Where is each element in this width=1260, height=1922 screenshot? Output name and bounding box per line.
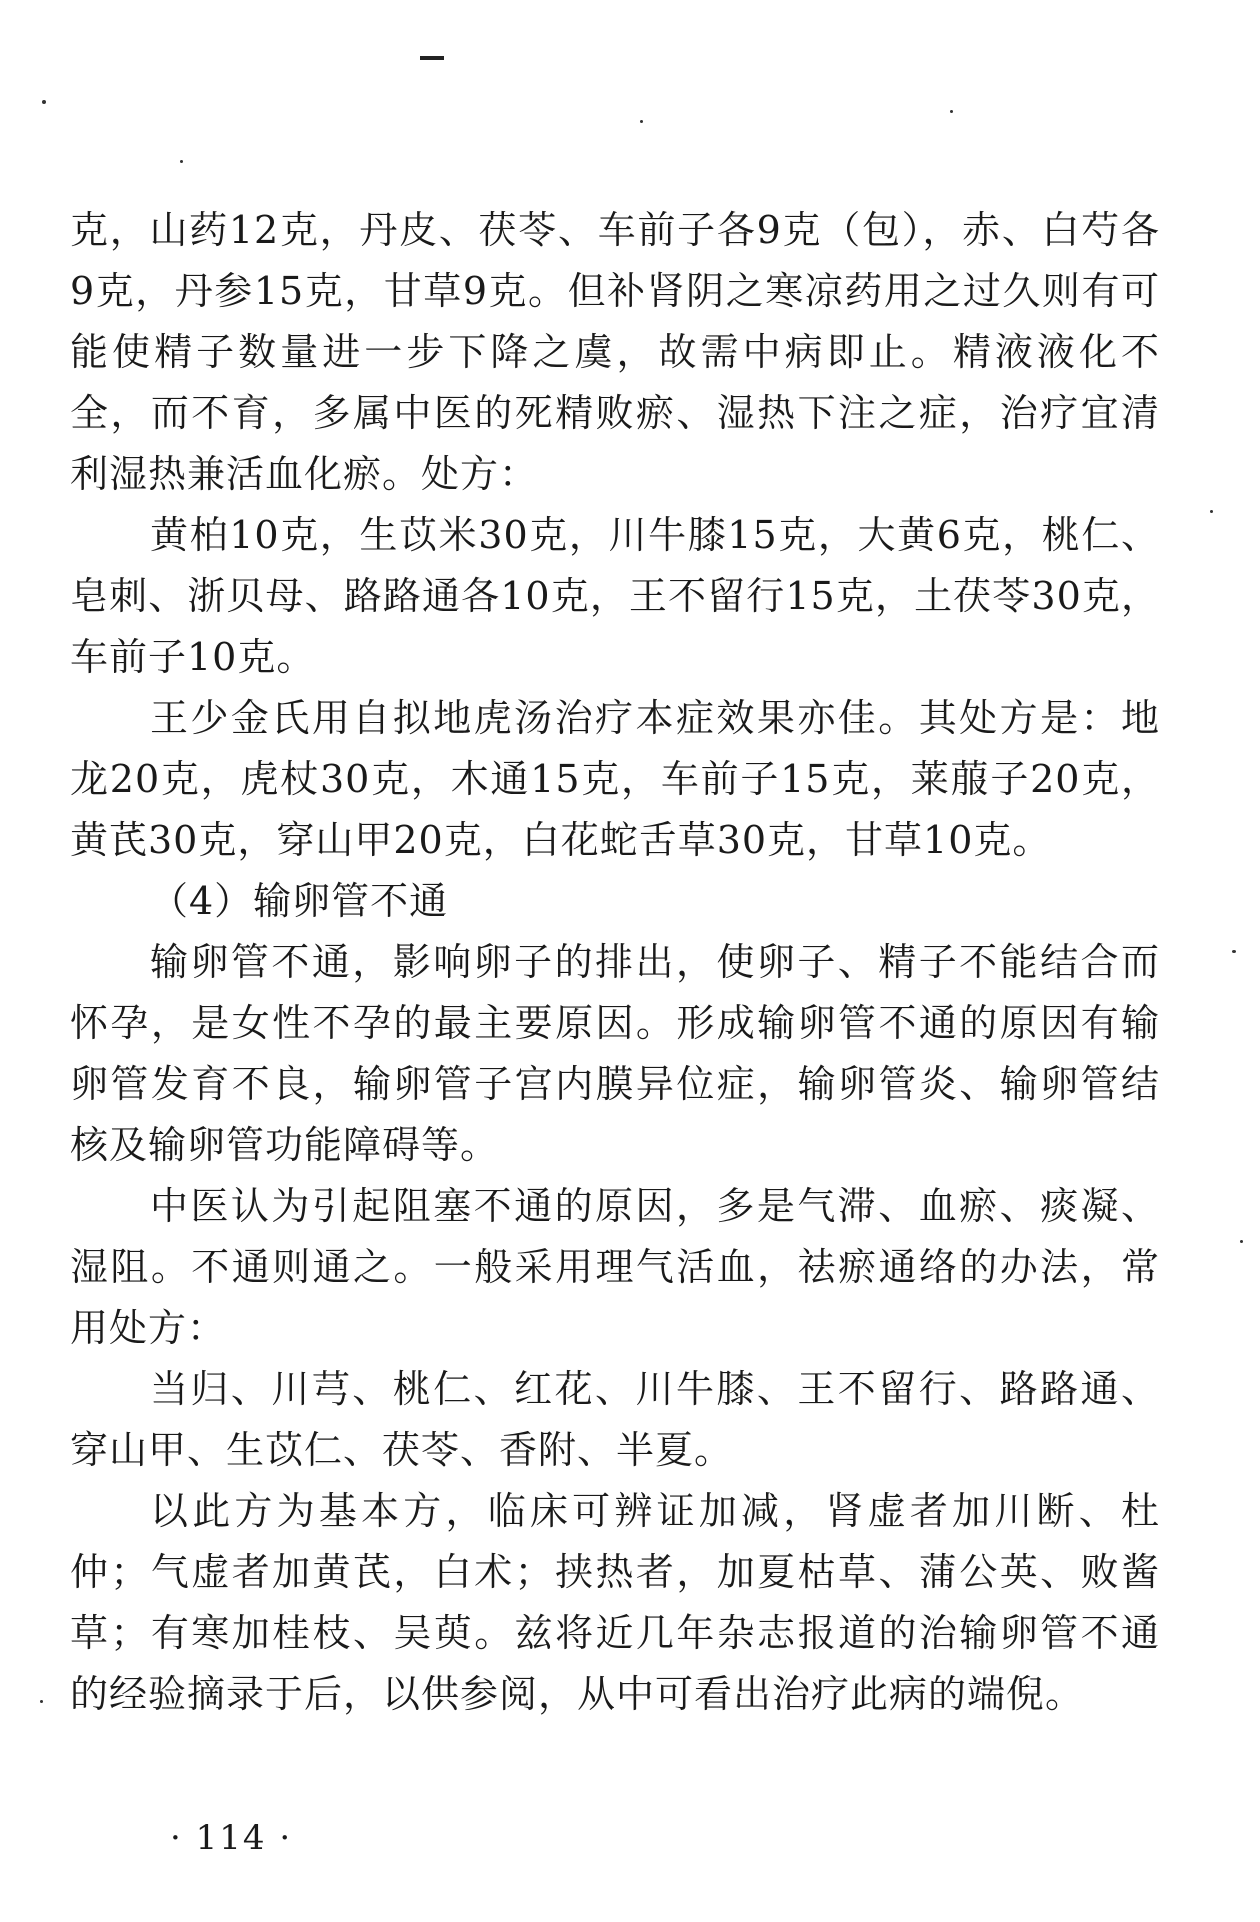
scan-artifact-dash bbox=[420, 56, 444, 60]
paragraph-modifications: 以此方为基本方，临床可辨证加减，肾虚者加川断、杜仲；气虚者加黄芪，白术；挟热者，加夏枯草、蒲公英、败酱草；有寒加桂枝、吴萸。兹将近几年杂志报道的治输卵管不通的经验摘录于后，以供参阅，从中可看出治疗此病的端倪。 bbox=[70, 1489, 1160, 1716]
scan-speck bbox=[950, 110, 953, 113]
scan-speck bbox=[180, 160, 183, 163]
paragraph-prescription-1: 黄柏10克，生苡米30克，川牛膝15克，大黄6克，桃仁、皂刺、浙贝母、路路通各10克，王不留行15克，土茯苓30克，车前子10克。 bbox=[70, 513, 1160, 679]
scan-speck bbox=[1210, 510, 1213, 513]
body-text bbox=[70, 200, 1160, 1725]
scan-speck bbox=[1232, 950, 1236, 953]
paragraph-tubal-blockage: 输卵管不通，影响卵子的排出，使卵子、精子不能结合而怀孕，是女性不孕的最主要原因。形成输卵管不通的原因有输卵管发育不良，输卵管子宫内膜异位症，输卵管炎、输卵管结核及输卵管功能障碍等。 bbox=[70, 940, 1160, 1167]
paragraph-tcm-view: 中医认为引起阻塞不通的原因，多是气滞、血瘀、痰凝、湿阻。不通则通之。一般采用理气活血，祛瘀通络的办法，常用处方： bbox=[70, 1184, 1160, 1350]
page-number: · 114 · bbox=[170, 1818, 293, 1858]
scan-speck bbox=[1240, 1240, 1243, 1243]
paragraph-dihu-decoction: 王少金氏用自拟地虎汤治疗本症效果亦佳。其处方是：地龙20克，虎杖30克，木通15克，车前子15克，莱菔子20克，黄芪30克，穿山甲20克，白花蛇舌草30克，甘草10克。 bbox=[70, 696, 1160, 862]
section-heading: （4）输卵管不通 bbox=[150, 879, 449, 923]
scan-speck bbox=[640, 120, 643, 123]
scan-speck bbox=[40, 1700, 43, 1703]
paragraph-prescription-2: 当归、川芎、桃仁、红花、川牛膝、王不留行、路路通、穿山甲、生苡仁、茯苓、香附、半夏。 bbox=[70, 1367, 1160, 1472]
paragraph-continuation: 克，山药12克，丹皮、茯苓、车前子各9克（包），赤、白芍各9克，丹参15克，甘草9克。但补肾阴之寒凉药用之过久则有可能使精子数量进一步下降之虞，故需中病即止。精液液化不全，而不育，多属中医的死精败瘀、湿热下注之症，治疗宜清利湿热兼活血化瘀。处方： bbox=[70, 208, 1160, 496]
scan-speck bbox=[42, 100, 46, 104]
